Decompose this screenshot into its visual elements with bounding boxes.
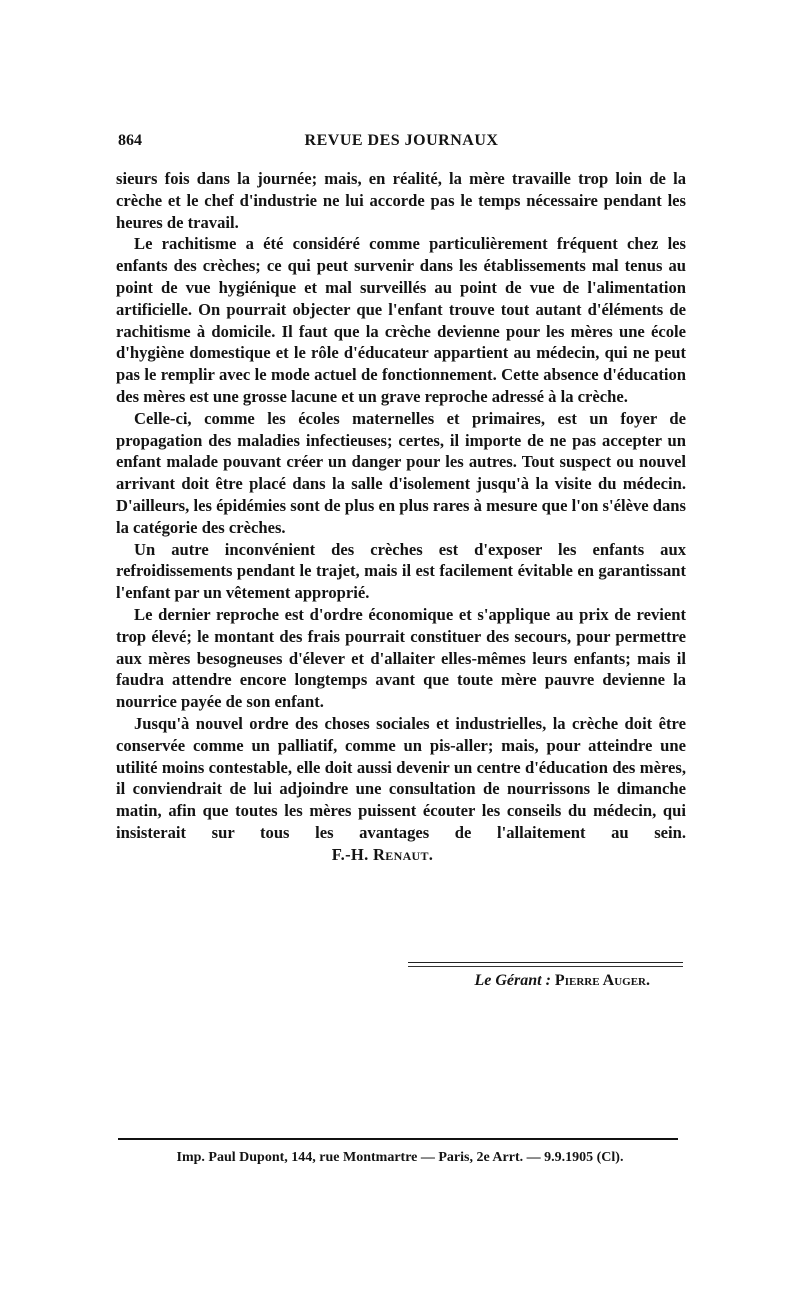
imprint-rule — [118, 1138, 678, 1140]
paragraph-1: sieurs fois dans la journée; mais, en réalité, la mère travaille trop loin de la crèche et le chef d'industrie ne lui accorde pas le temps nécessaire pendant les heures de travail. — [116, 169, 686, 232]
paragraph-6-text: Jusqu'à nouvel ordre des choses sociales et industrielles, la crèche doit être conservée comme un palliatif, comme un pis-aller; mais, pour atteindre une utilité moins contestable, elle doit aussi devenir un centre d'éducation des mères, il conviendrait de lui adjoindre une consultation de nourrissons le dimanche matin, afin que toutes les mères puissent écouter les conseils du médecin, qui insisterait sur tous les avantages de l'allaitement au sein. — [116, 713, 686, 842]
page-number: 864 — [118, 132, 142, 149]
signature-gap — [116, 845, 332, 864]
printer-imprint: Imp. Paul Dupont, 144, rue Montmartre — Paris, 2e Arrt. — 9.9.1905 (Cl). — [176, 1150, 624, 1165]
gerant-rule-bottom — [408, 966, 683, 967]
gerant-label: Le Gérant : — [474, 972, 551, 989]
author-signature: F.-H. Renaut. — [331, 844, 434, 864]
article-body — [116, 168, 686, 866]
gerant-line — [400, 972, 650, 990]
paragraph-5: Le dernier reproche est d'ordre économique et s'applique au prix de revient trop élevé; le montant des frais pourrait constituer des secours, pour permettre aux mères besogneuses d'élever et d'allaiter elles-mêmes leurs enfants; mais il faudra attendre encore longtemps avant que toute mère pauvre devienne la nourrice payée de son enfant. — [116, 604, 686, 712]
page-header — [118, 132, 685, 156]
paragraph-6 — [116, 713, 686, 866]
paragraph-4: Un autre inconvénient des crèches est d'exposer les enfants aux refroidissements pendant le trajet, mais il est facilement évitable en garantissant l'enfant par un vêtement approprié. — [116, 539, 686, 603]
gerant-name: Pierre Auger. — [554, 972, 650, 989]
paragraph-3: Celle-ci, comme les écoles maternelles et primaires, est un foyer de propagation des maladies infectieuses; certes, il importe de ne pas accepter un enfant malade pouvant créer un danger pour les autres. Tout suspect ou nouvel arrivant doit être placé dans la salle d'isolement jusqu'à la visite du médecin. D'ailleurs, les épidémies sont de plus en plus rares à mesure que l'on s'élève dans la catégorie des crèches. — [116, 408, 686, 537]
gerant-rule-top — [408, 962, 683, 963]
running-title: REVUE DES JOURNAUX — [304, 132, 499, 149]
paragraph-2: Le rachitisme a été considéré comme particulièrement fréquent chez les enfants des crèches; ce qui peut survenir dans les établissements mal tenus au point de vue hygiénique et mal surveillés au point de vue de l'alimentation artificielle. On pourrait objecter que l'enfant trouve tout autant d'éléments de rachitisme à domicile. Il faut que la crèche devienne pour les mères une école d'hygiène domestique et le rôle d'éducateur appartient au médecin, qui ne peut pas le remplir avec le mode actuel de fonctionnement. Cette absence d'éducation des mères est une grosse lacune et un grave reproche adressé à la crèche. — [116, 234, 686, 406]
